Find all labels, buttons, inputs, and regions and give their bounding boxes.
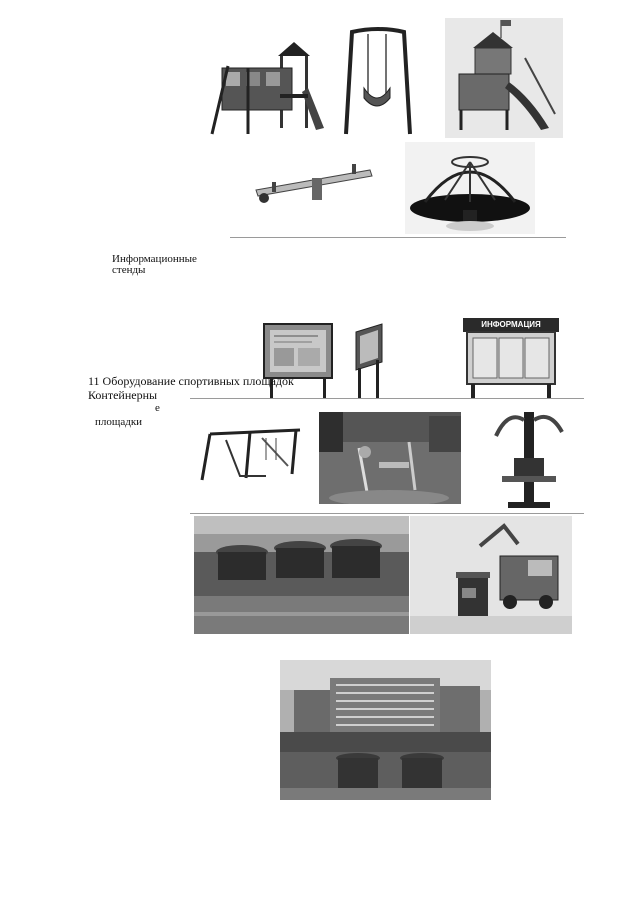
divider-line	[190, 398, 584, 399]
info-stands-label-line1: Информационные	[112, 253, 197, 265]
info-board-image	[463, 318, 559, 398]
carousel-image	[405, 142, 535, 234]
seesaw-image	[252, 160, 376, 206]
container-sites-label-line2: е	[155, 402, 160, 414]
outdoor-gym-icon	[319, 412, 461, 504]
divider-line	[190, 513, 584, 514]
workout-rig-icon	[196, 420, 306, 486]
container-bins-photo	[194, 516, 409, 634]
garbage-truck-photo	[410, 516, 572, 634]
info-board-banner-text: ИНФОРМАЦИЯ	[481, 320, 541, 329]
outdoor-gym-photo	[319, 412, 461, 504]
info-stands-label-line2: стенды	[112, 264, 146, 276]
workout-rig-image	[196, 420, 306, 486]
carousel-icon	[405, 142, 535, 234]
info-stand-narrow-image	[352, 322, 386, 398]
seesaw-icon	[252, 160, 376, 206]
container-sites-label-line3: площадки	[95, 416, 143, 428]
building-containers-photo	[280, 660, 491, 800]
sport-equipment-heading: 11 Оборудование спортивных площадок	[88, 374, 294, 388]
play-tower-icon	[208, 38, 326, 136]
playground-slide-house-image	[445, 18, 563, 138]
divider-line	[230, 237, 566, 238]
building-icon	[280, 660, 491, 800]
playground-tower-image	[208, 38, 326, 136]
slide-house-icon	[445, 18, 563, 138]
exercise-machine-icon	[488, 406, 570, 510]
container-sites-label-line1: Контейнерны	[88, 388, 158, 402]
garbage-truck-icon	[410, 516, 572, 634]
swing-image	[338, 26, 418, 136]
exercise-machine-image	[488, 406, 570, 510]
container-bins-icon	[194, 516, 409, 634]
info-stand-icon	[352, 322, 386, 398]
swing-icon	[338, 26, 418, 136]
